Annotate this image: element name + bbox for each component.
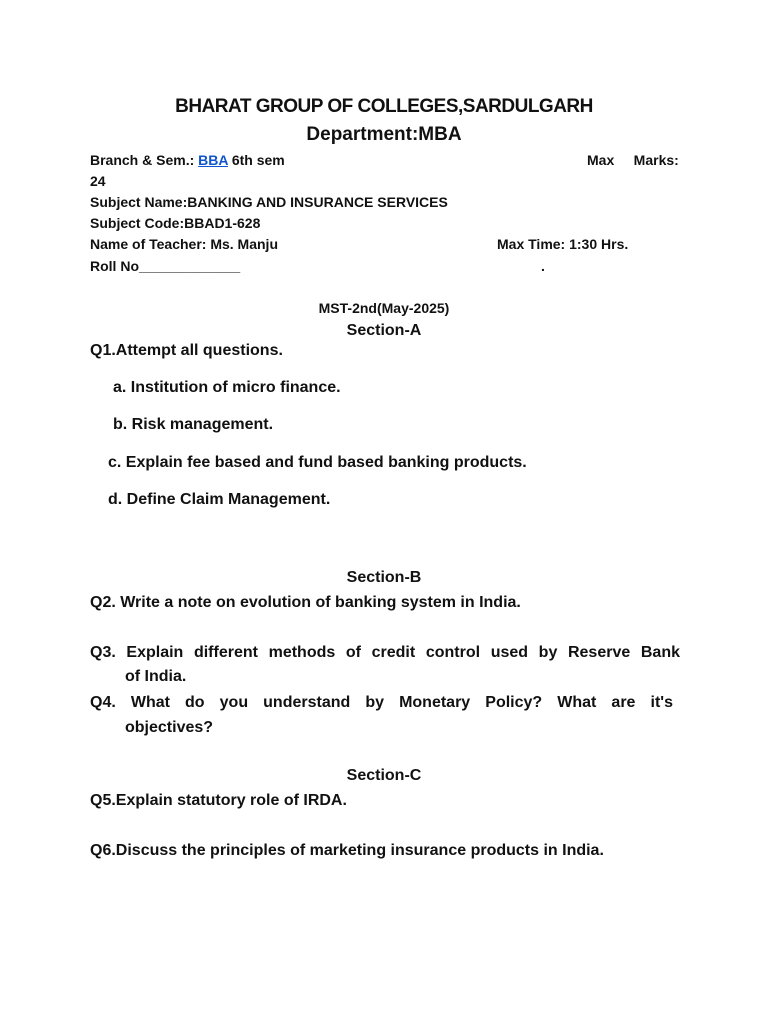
max-marks-value: 24 bbox=[90, 173, 106, 189]
q1-item-a: a. Institution of micro finance. bbox=[113, 379, 341, 396]
exam-title: MST-2nd(May-2025) bbox=[318, 300, 450, 316]
max-marks-label: Max Marks: bbox=[587, 152, 679, 168]
roll-no: Roll No_____________ bbox=[90, 258, 241, 274]
question-4-line-2: objectives? bbox=[125, 719, 214, 736]
question-3-line-2: of India. bbox=[125, 668, 187, 685]
branch-sem bbox=[90, 152, 285, 168]
section-b-heading: Section-B bbox=[346, 569, 422, 586]
section-a-heading: Section-A bbox=[346, 322, 422, 339]
max-time: Max Time: 1:30 Hrs. bbox=[497, 236, 629, 252]
question-2: Q2. Write a note on evolution of banking system in India. bbox=[90, 594, 521, 611]
college-name: BHARAT GROUP OF COLLEGES,SARDULGARH bbox=[175, 96, 593, 117]
branch-link[interactable]: BBA bbox=[198, 152, 228, 168]
q1-item-b: b. Risk management. bbox=[113, 416, 274, 433]
department-title: Department:MBA bbox=[306, 124, 462, 145]
question-6: Q6.Discuss the principles of marketing insurance products in India. bbox=[90, 842, 604, 859]
question-3-line-1: Q3. Explain different methods of credit control used by Reserve Bank bbox=[90, 644, 680, 661]
dot-mark: . bbox=[541, 258, 545, 274]
subject-name: Subject Name:BANKING AND INSURANCE SERVICES bbox=[90, 194, 448, 210]
question-1: Q1.Attempt all questions. bbox=[90, 342, 283, 359]
q1-item-c: c. Explain fee based and fund based banking products. bbox=[108, 454, 527, 471]
branch-prefix: Branch & Sem.: bbox=[90, 152, 195, 168]
branch-suffix: 6th sem bbox=[231, 152, 285, 168]
subject-code: Subject Code:BBAD1-628 bbox=[90, 215, 261, 231]
section-c-heading: Section-C bbox=[346, 767, 422, 784]
q1-item-d: d. Define Claim Management. bbox=[108, 491, 331, 508]
teacher-name: Name of Teacher: Ms. Manju bbox=[90, 236, 279, 252]
question-5: Q5.Explain statutory role of IRDA. bbox=[90, 792, 347, 809]
question-4-line-1: Q4. What do you understand by Monetary Policy? What are it's bbox=[90, 694, 673, 711]
